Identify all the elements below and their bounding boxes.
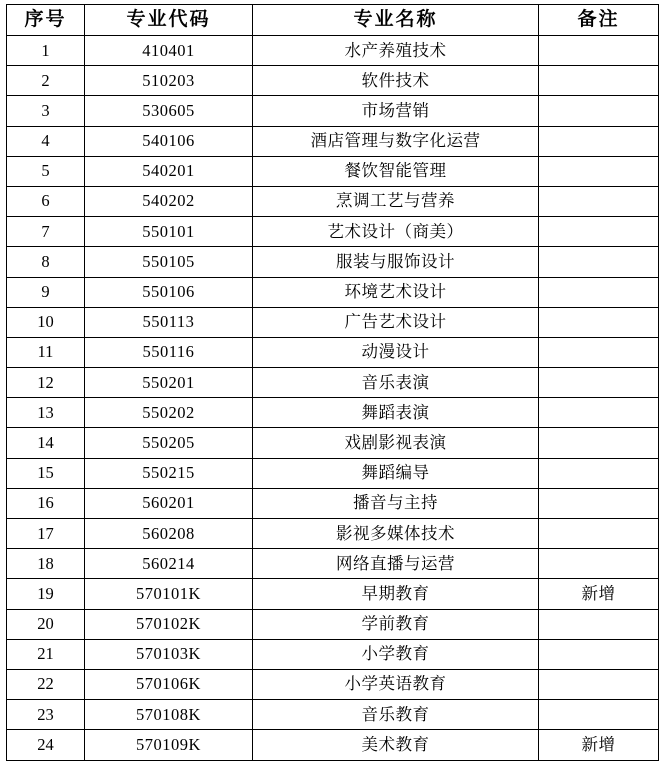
table-cell-name: 广告艺术设计 — [253, 307, 539, 337]
table-row — [7, 519, 659, 549]
table-cell-code: 550113 — [85, 307, 253, 337]
table-cell-name: 音乐表演 — [253, 368, 539, 398]
table-cell-code: 570109K — [85, 730, 253, 760]
table-row — [7, 247, 659, 277]
table-cell-index: 24 — [7, 730, 85, 760]
table-cell-index: 17 — [7, 519, 85, 549]
table-cell-name: 美术教育 — [253, 730, 539, 760]
table-cell-note — [539, 488, 659, 518]
table-cell-code: 550215 — [85, 458, 253, 488]
table-row — [7, 549, 659, 579]
table-cell-index: 7 — [7, 217, 85, 247]
table-row — [7, 36, 659, 66]
table-cell-index: 4 — [7, 126, 85, 156]
table-cell-index: 23 — [7, 700, 85, 730]
table-cell-index: 9 — [7, 277, 85, 307]
table-cell-code: 550106 — [85, 277, 253, 307]
table-row — [7, 639, 659, 669]
table-cell-name: 戏剧影视表演 — [253, 428, 539, 458]
table-cell-name: 市场营销 — [253, 96, 539, 126]
table-row — [7, 277, 659, 307]
table-cell-note — [539, 126, 659, 156]
table-cell-name: 小学英语教育 — [253, 669, 539, 699]
table-cell-code: 560208 — [85, 519, 253, 549]
table-cell-name: 动漫设计 — [253, 337, 539, 367]
table-header-row — [7, 5, 659, 36]
table-cell-name: 服装与服饰设计 — [253, 247, 539, 277]
table-cell-note — [539, 156, 659, 186]
table-cell-code: 570106K — [85, 669, 253, 699]
table-cell-name: 播音与主持 — [253, 488, 539, 518]
column-header-note: 备注 — [539, 5, 659, 36]
table-cell-note — [539, 428, 659, 458]
table-row — [7, 126, 659, 156]
table-cell-name: 早期教育 — [253, 579, 539, 609]
table-cell-code: 540106 — [85, 126, 253, 156]
table-cell-index: 10 — [7, 307, 85, 337]
table-cell-name: 酒店管理与数字化运营 — [253, 126, 539, 156]
table-cell-code: 550105 — [85, 247, 253, 277]
major-list-table — [6, 4, 659, 761]
table-cell-note — [539, 639, 659, 669]
table-body — [7, 36, 659, 761]
table-cell-name: 水产养殖技术 — [253, 36, 539, 66]
table-row — [7, 579, 659, 609]
table-cell-note: 新增 — [539, 579, 659, 609]
table-cell-note — [539, 36, 659, 66]
table-cell-index: 15 — [7, 458, 85, 488]
table-cell-index: 2 — [7, 66, 85, 96]
table-cell-note — [539, 368, 659, 398]
table-cell-note — [539, 519, 659, 549]
table-cell-code: 550205 — [85, 428, 253, 458]
table-cell-index: 22 — [7, 669, 85, 699]
table-cell-index: 19 — [7, 579, 85, 609]
table-cell-code: 550201 — [85, 368, 253, 398]
column-header-code: 专业代码 — [85, 5, 253, 36]
table-cell-name: 学前教育 — [253, 609, 539, 639]
table-cell-index: 16 — [7, 488, 85, 518]
table-cell-note — [539, 96, 659, 126]
table-cell-note — [539, 398, 659, 428]
table-cell-code: 560214 — [85, 549, 253, 579]
column-header-index: 序号 — [7, 5, 85, 36]
table-cell-code: 570101K — [85, 579, 253, 609]
table-cell-code: 540202 — [85, 186, 253, 216]
table-cell-index: 18 — [7, 549, 85, 579]
table-cell-index: 1 — [7, 36, 85, 66]
table-cell-index: 6 — [7, 186, 85, 216]
table-cell-note — [539, 700, 659, 730]
table-cell-index: 11 — [7, 337, 85, 367]
table-row — [7, 186, 659, 216]
table-cell-note — [539, 277, 659, 307]
table-cell-note — [539, 669, 659, 699]
table-cell-code: 570108K — [85, 700, 253, 730]
table-row — [7, 700, 659, 730]
table-cell-code: 570102K — [85, 609, 253, 639]
table-cell-index: 3 — [7, 96, 85, 126]
table-cell-index: 14 — [7, 428, 85, 458]
table-cell-index: 13 — [7, 398, 85, 428]
table-cell-name: 舞蹈编导 — [253, 458, 539, 488]
table-cell-note — [539, 186, 659, 216]
table-cell-name: 软件技术 — [253, 66, 539, 96]
table-cell-note: 新增 — [539, 730, 659, 760]
table-cell-name: 环境艺术设计 — [253, 277, 539, 307]
table-cell-name: 音乐教育 — [253, 700, 539, 730]
table-row — [7, 307, 659, 337]
table-cell-index: 12 — [7, 368, 85, 398]
table-cell-code: 550202 — [85, 398, 253, 428]
table-cell-code: 530605 — [85, 96, 253, 126]
table-cell-name: 小学教育 — [253, 639, 539, 669]
table-row — [7, 337, 659, 367]
table-cell-index: 21 — [7, 639, 85, 669]
column-header-name: 专业名称 — [253, 5, 539, 36]
table-cell-code: 570103K — [85, 639, 253, 669]
table-cell-code: 550116 — [85, 337, 253, 367]
table-row — [7, 669, 659, 699]
table-cell-name: 餐饮智能管理 — [253, 156, 539, 186]
table-cell-note — [539, 549, 659, 579]
table-cell-name: 影视多媒体技术 — [253, 519, 539, 549]
table-cell-note — [539, 609, 659, 639]
table-cell-name: 网络直播与运营 — [253, 549, 539, 579]
table-cell-code: 410401 — [85, 36, 253, 66]
table-cell-name: 烹调工艺与营养 — [253, 186, 539, 216]
table-cell-note — [539, 307, 659, 337]
table-cell-note — [539, 337, 659, 367]
table-cell-note — [539, 217, 659, 247]
table-cell-index: 20 — [7, 609, 85, 639]
table-row — [7, 368, 659, 398]
table-row — [7, 730, 659, 760]
table-cell-note — [539, 66, 659, 96]
table-cell-index: 5 — [7, 156, 85, 186]
table-cell-note — [539, 247, 659, 277]
table-header — [7, 5, 659, 36]
table-cell-code: 540201 — [85, 156, 253, 186]
table-cell-code: 560201 — [85, 488, 253, 518]
table-row — [7, 66, 659, 96]
table-row — [7, 488, 659, 518]
table-row — [7, 428, 659, 458]
table-cell-name: 舞蹈表演 — [253, 398, 539, 428]
table-cell-name: 艺术设计（商美） — [253, 217, 539, 247]
table-cell-code: 550101 — [85, 217, 253, 247]
table-cell-code: 510203 — [85, 66, 253, 96]
table-row — [7, 398, 659, 428]
table-row — [7, 609, 659, 639]
table-row — [7, 96, 659, 126]
table-cell-note — [539, 458, 659, 488]
table-cell-index: 8 — [7, 247, 85, 277]
table-row — [7, 156, 659, 186]
table-row — [7, 458, 659, 488]
table-row — [7, 217, 659, 247]
